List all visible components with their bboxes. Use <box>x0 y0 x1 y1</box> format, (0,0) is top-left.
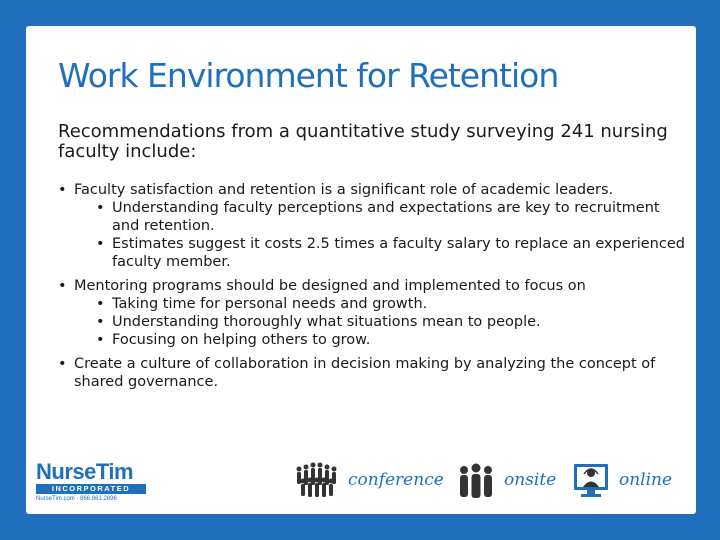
channel-conference <box>294 462 444 498</box>
bullet-item: • Faculty satisfaction and retention is a significant role of academic leaders. <box>58 181 688 199</box>
channel-label: onsite <box>504 470 557 490</box>
bullet-list <box>58 181 688 391</box>
onsite-people-icon <box>458 462 494 498</box>
sub-bullet-item: • Understanding thoroughly what situations mean to people. <box>96 313 688 331</box>
sub-bullet-item: • Understanding faculty perceptions and expectations are key to recruitment and retention. <box>96 199 688 235</box>
footer <box>26 456 696 514</box>
sub-bullet-item: • Focusing on helping others to grow. <box>96 331 688 349</box>
channel-online <box>571 462 691 498</box>
nursetim-logo <box>36 461 146 502</box>
channel-label: online <box>619 470 673 490</box>
bullet-item: • Create a culture of collaboration in decision making by analyzing the concept of shared governance. <box>58 355 688 391</box>
channel-label: conference <box>348 470 444 490</box>
sub-bullet-item: • Estimates suggest it costs 2.5 times a faculty salary to replace an experienced faculty member. <box>96 235 688 271</box>
sub-bullet-item: • Taking time for personal needs and growth. <box>96 295 688 313</box>
slide <box>26 26 696 514</box>
logo-contact: NurseTim.com · 866.861.2896 <box>36 496 117 502</box>
logo-name: NurseTim <box>36 459 134 484</box>
intro-text: Recommendations from a quantitative study surveying 241 nursing faculty include: <box>58 121 668 162</box>
online-computer-icon <box>571 462 611 500</box>
logo-tagline: INCORPORATED <box>36 484 146 494</box>
slide-title: Work Environment for Retention <box>58 56 559 95</box>
conference-people-icon <box>294 462 344 498</box>
bullet-item: • Mentoring programs should be designed and implemented to focus on <box>58 277 688 295</box>
channel-onsite <box>458 462 568 498</box>
